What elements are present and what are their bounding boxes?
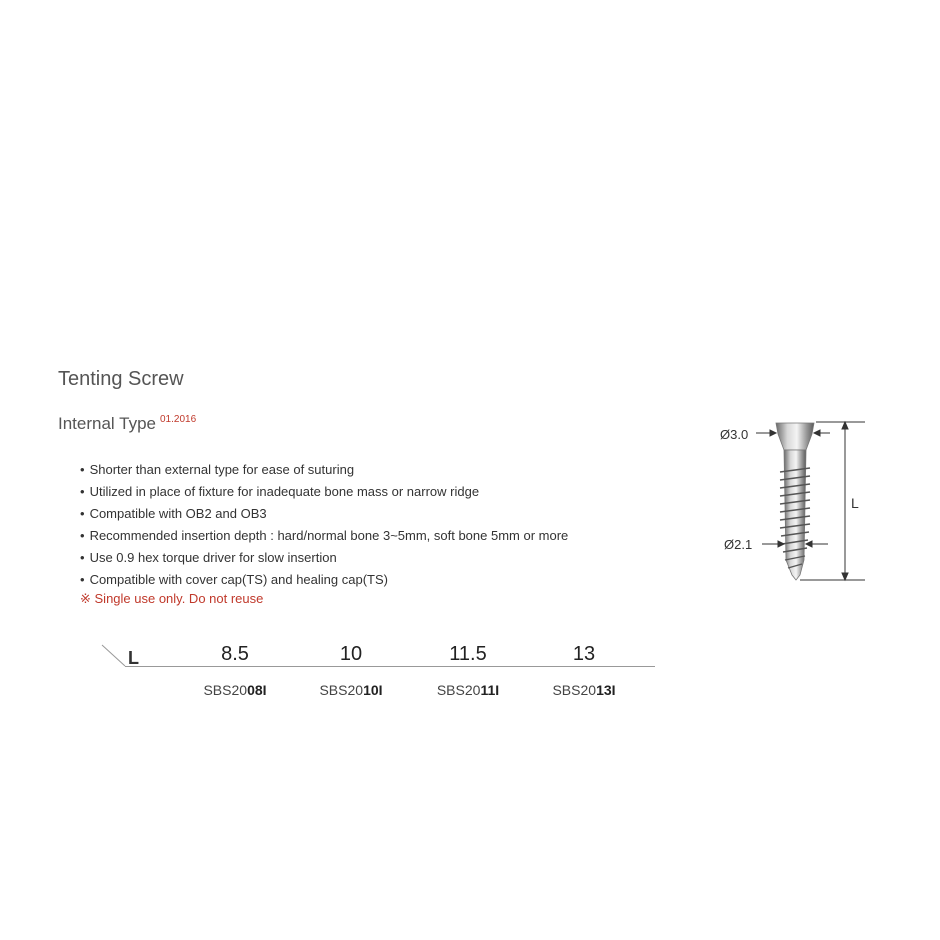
feature-list — [80, 459, 568, 591]
product-code — [534, 682, 634, 698]
warning-note: ※ Single use only. Do not reuse — [80, 591, 264, 606]
code-prefix: SBS20 — [552, 682, 597, 698]
table-divider — [125, 666, 655, 667]
tip-diameter-label: Ø2.1 — [724, 537, 753, 552]
length-header: L — [128, 648, 139, 668]
product-code — [301, 682, 401, 698]
length-value: 11.5 — [449, 643, 487, 665]
feature-item: • Recommended insertion depth : hard/normal bone 3~5mm, soft bone 5mm or more — [80, 525, 568, 547]
feature-item: • Compatible with cover cap(TS) and healing cap(TS) — [80, 569, 568, 591]
screw-icon — [700, 410, 900, 600]
feature-item: • Shorter than external type for ease of suturing — [80, 459, 568, 481]
code-suffix: 08I — [247, 682, 267, 698]
code-prefix: SBS20 — [319, 682, 364, 698]
subtitle-text: Internal Type — [58, 414, 156, 433]
code-prefix: SBS20 — [436, 682, 481, 698]
length-dimension-label: L — [851, 495, 859, 511]
length-value: 10 — [339, 643, 363, 665]
feature-item: • Use 0.9 hex torque driver for slow insertion — [80, 547, 568, 569]
spec-table — [100, 640, 655, 700]
code-suffix: 13I — [596, 682, 616, 698]
screw-drawing — [700, 410, 900, 600]
product-title: Tenting Screw — [58, 368, 184, 390]
product-code — [418, 682, 518, 698]
product-code — [185, 682, 285, 698]
product-subtitle — [58, 414, 196, 434]
code-suffix: 10I — [363, 682, 383, 698]
date-code: 01.2016 — [159, 414, 197, 425]
code-suffix: 11I — [480, 682, 500, 698]
head-diameter-label: Ø3.0 — [720, 427, 749, 442]
length-value: 13 — [572, 643, 596, 665]
feature-item: • Utilized in place of fixture for inadequate bone mass or narrow ridge — [80, 481, 568, 503]
length-value: 8.5 — [221, 643, 249, 665]
feature-item: • Compatible with OB2 and OB3 — [80, 503, 568, 525]
code-prefix: SBS20 — [203, 682, 248, 698]
